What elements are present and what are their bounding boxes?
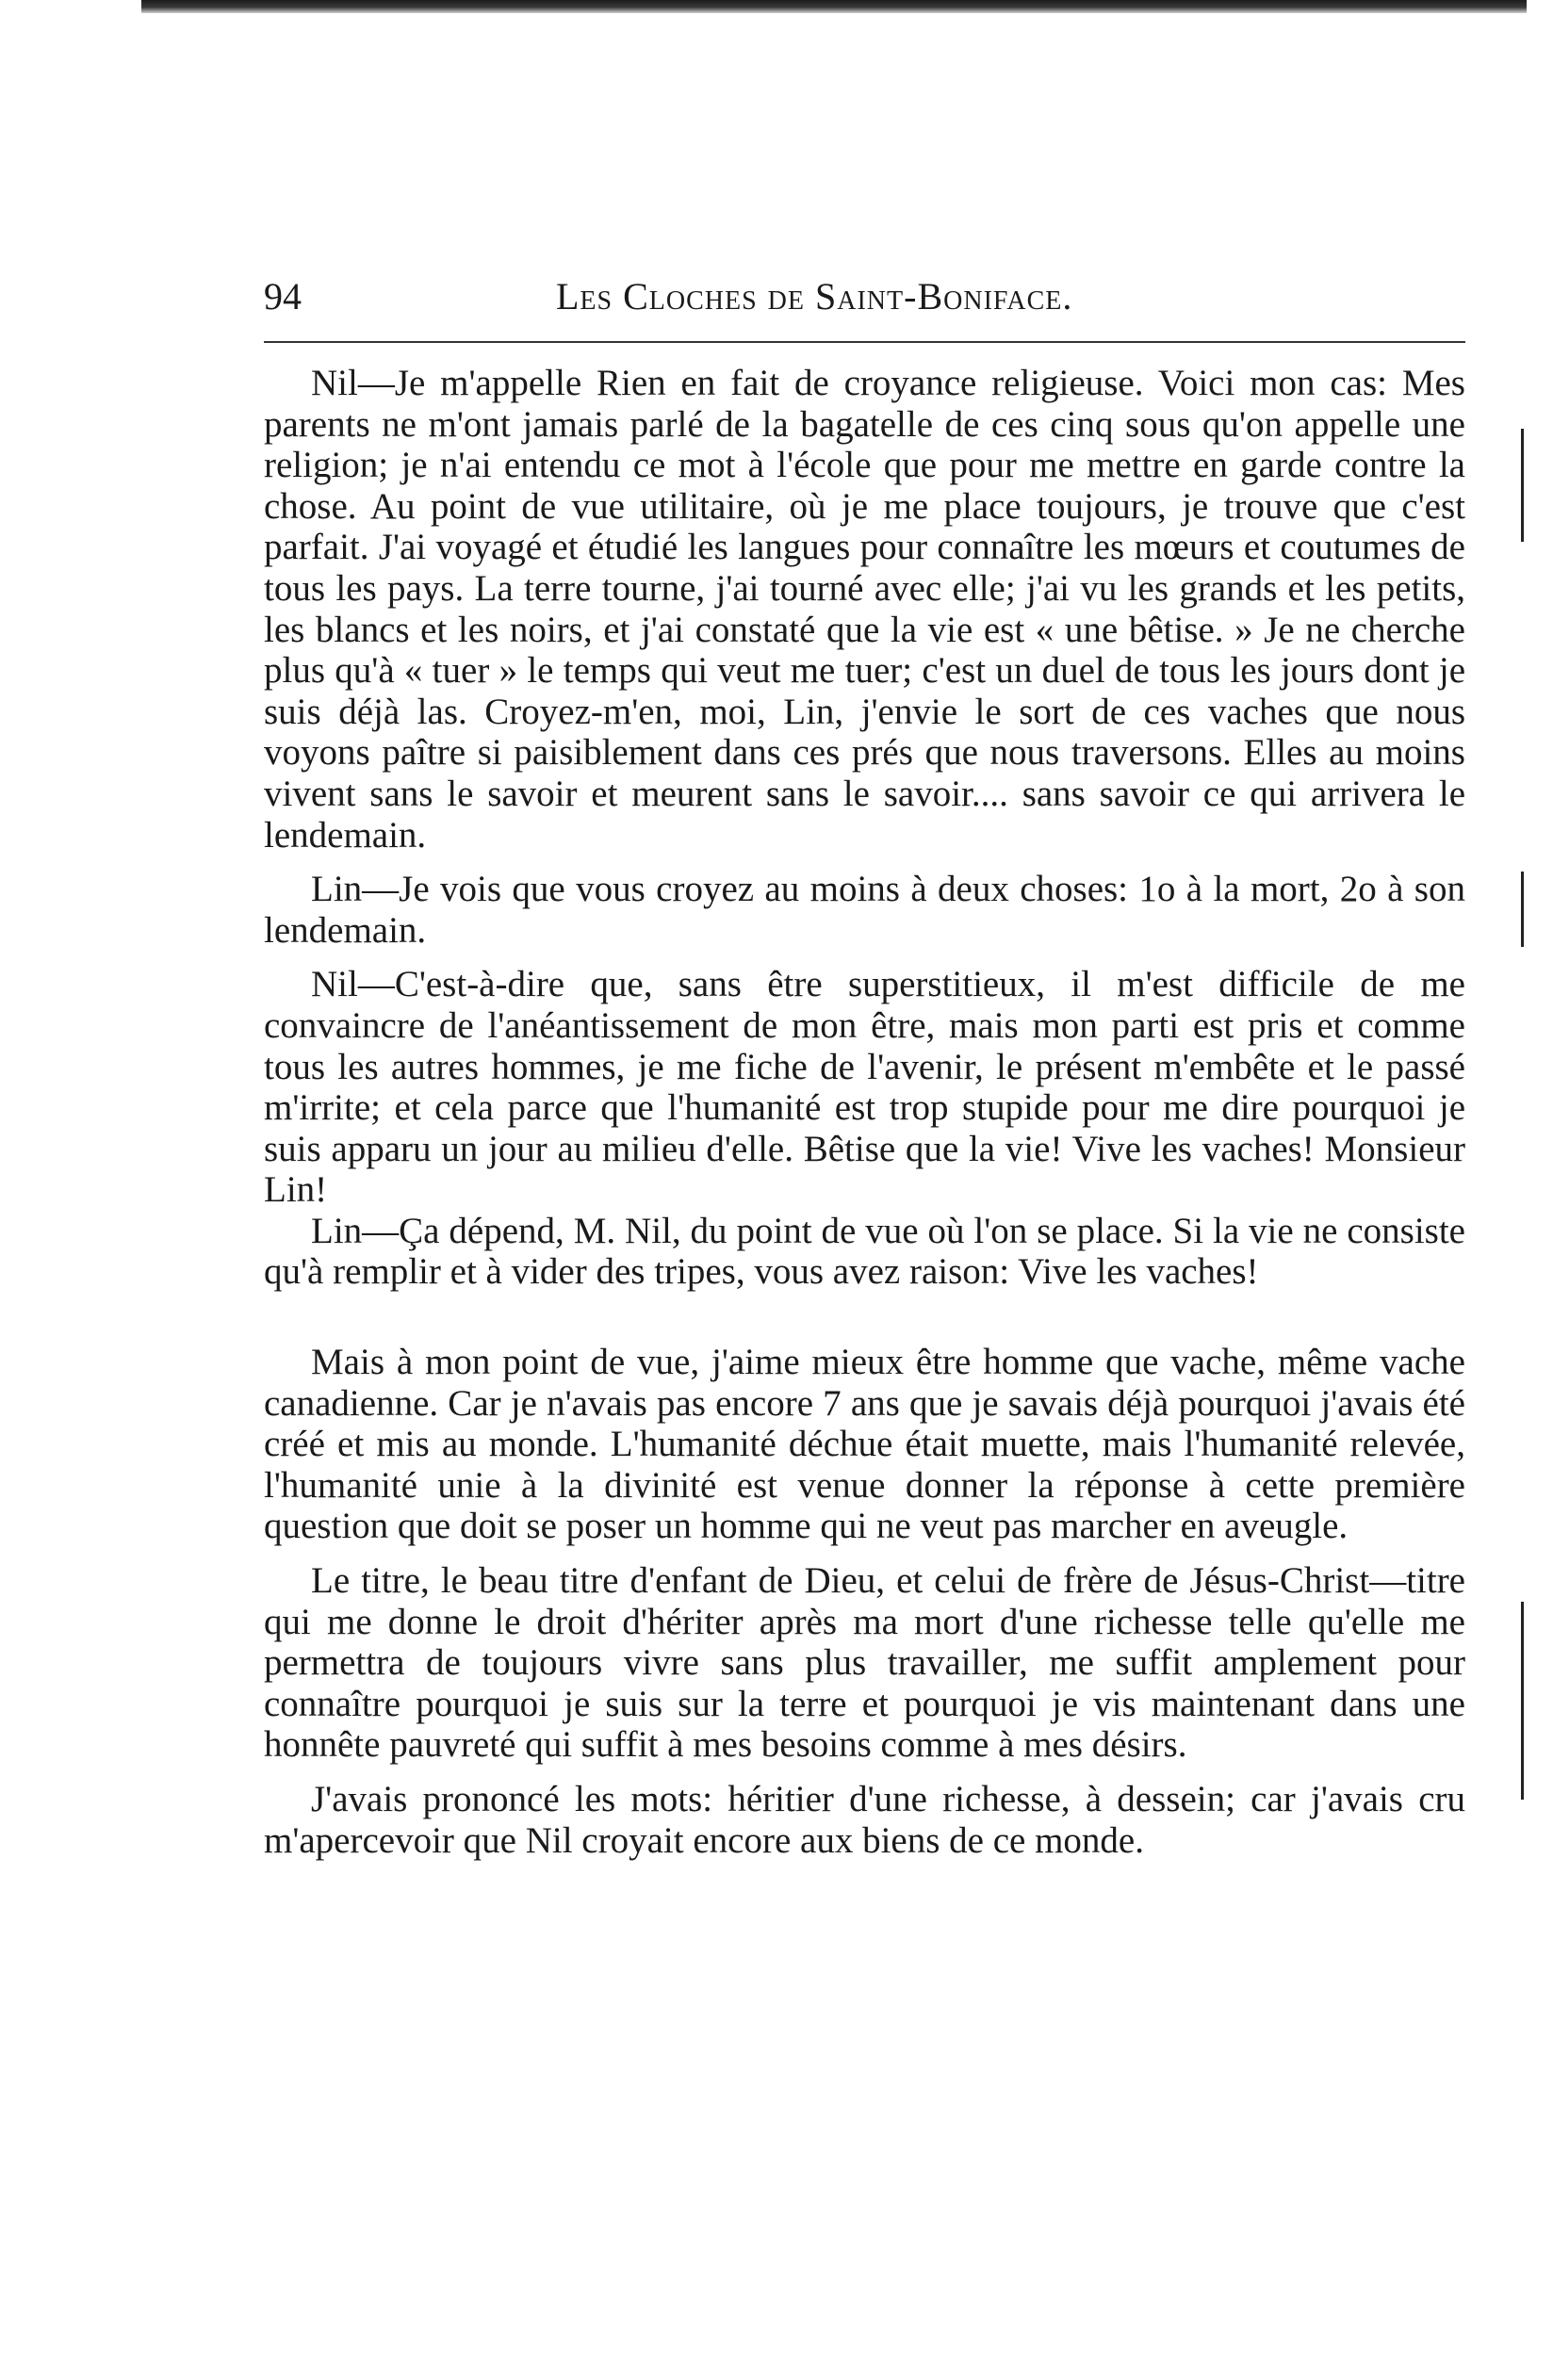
scan-margin-mark <box>1521 1602 1524 1743</box>
header-rule <box>264 341 1465 343</box>
paragraph: Lin—Je vois que vous croyez au moins à deux choses: 1o à la mort, 2o à son lendemain. <box>264 869 1465 951</box>
paragraph: Lin—Ça dépend, M. Nil, du point de vue où l'on se place. Si la vie ne consiste qu'à remplir et à vider des tripes, vous avez raison: Vive les vaches! <box>264 1210 1465 1293</box>
paragraph: Le titre, le beau titre d'enfant de Dieu, et celui de frère de Jésus-Christ—titre qui me donne le droit d'hériter après ma mort d'une richesse telle qu'elle me permettra de toujours vivre sans plus travailler, me suffit amplement pour connaître pourquoi je suis sur la terre et pourquoi je vis maintenant dans une honnête pauvreté qui suffit à mes besoins comme à mes désirs. <box>264 1560 1465 1766</box>
scan-margin-mark <box>1521 1743 1524 1800</box>
scan-top-edge <box>141 0 1527 13</box>
page-number: 94 <box>264 275 302 318</box>
scan-margin-mark <box>1521 872 1524 947</box>
paragraph: Mais à mon point de vue, j'aime mieux être homme que vache, même vache canadienne. Car je n'avais pas encore 7 ans que je savais déjà pourquoi j'avais été créé et mis au monde. L'humanité déchue était muette, mais l'humanité relevée, l'humanité unie à la divinité est venue donner la réponse à cette première question que doit se poser un homme qui ne veut pas marcher en aveugle. <box>264 1342 1465 1547</box>
paragraph: Nil—Je m'appelle Rien en fait de croyance religieuse. Voici mon cas: Mes parents ne m'ont jamais parlé de la bagatelle de ces cinq sous qu'on appelle une religion; je n'ai entendu ce mot à l'école que pour me mettre en garde contre la chose. Au point de vue utilitaire, où je me place toujours, je trouve que c'est parfait. J'ai voyagé et étudié les langues pour connaître les mœurs et coutumes de tous les pays. La terre tourne, j'ai tourné avec elle; j'ai vu les grands et les petits, les blancs et les noirs, et j'ai constaté que la vie est « une bêtise. » Je ne cherche plus qu'à « tuer » le temps qui veut me tuer; c'est un duel de tous les jours dont je suis déjà las. Croyez-m'en, moi, Lin, j'envie le sort de ces vaches que nous voyons paître si paisiblement dans ces prés que nous traversons. Elles au moins vivent sans le savoir et meurent sans le savoir.... sans savoir ce qui arrivera le lendemain. <box>264 363 1465 856</box>
body-text <box>264 363 1465 1861</box>
paragraph: Nil—C'est-à-dire que, sans être superstitieux, il m'est difficile de me convaincre de l'anéantissement de mon être, mais mon parti est pris et comme tous les autres hommes, je me fiche de l'avenir, le présent m'embête et le passé m'irrite; et cela parce que l'humanité est trop stupide pour me dire pourquoi je suis apparu un jour au milieu d'elle. Bêtise que la vie! Vive les vaches! Monsieur Lin! <box>264 964 1465 1211</box>
scan-margin-mark <box>1521 429 1524 542</box>
page-header <box>264 269 1465 325</box>
paragraph: J'avais prononcé les mots: héritier d'une richesse, à dessein; car j'avais cru m'apercevoir que Nil croyait encore aux biens de ce monde. <box>264 1779 1465 1861</box>
running-title: Les Cloches de Saint-Boniface. <box>556 275 1073 318</box>
